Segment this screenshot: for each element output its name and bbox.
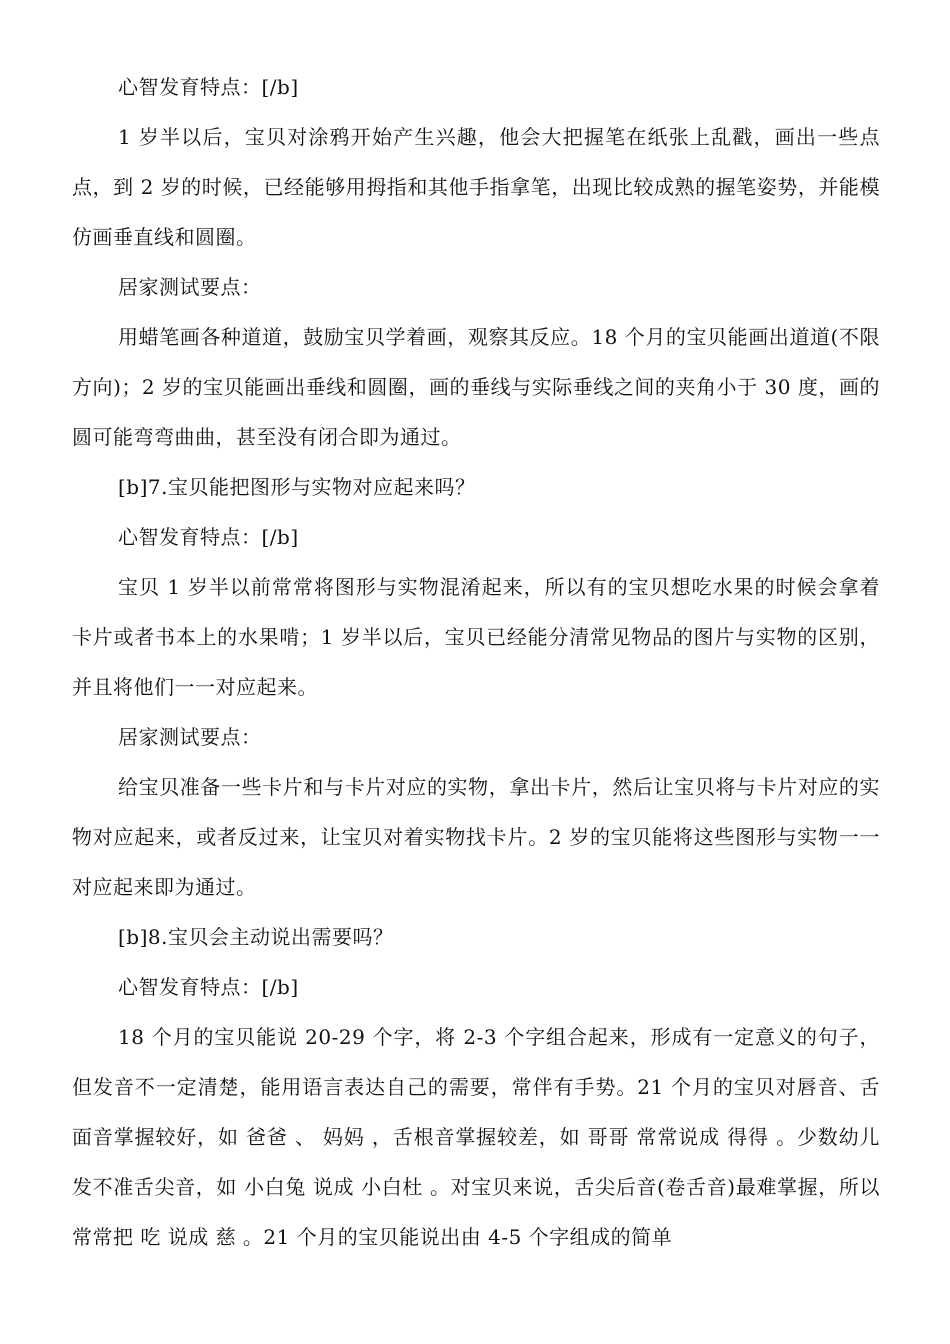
- paragraph-matching-traits: 宝贝 1 岁半以前常常将图形与实物混淆起来，所以有的宝贝想吃水果的时候会拿着卡片或者书本上的水果啃；1 岁半以后，宝贝已经能分清常见物品的图片与实物的区别，并且将他们一一对应起来。: [72, 575, 880, 699]
- paragraph-speech-traits: 18 个月的宝贝能说 20-29 个字，将 2-3 个字组合起来，形成有一定意义的句子，但发音不一定清楚，能用语言表达自己的需要，常伴有手势。21 个月的宝贝对唇音、舌面音掌握较好，如 爸爸 、 妈妈 ，舌根音掌握较差，如 哥哥 常常说成 得得 。少数幼儿发不准舌尖音，如 小白兔 说成 小白杜 。对宝贝来说，舌尖后音(卷舌音)最难掌握，所以常常把 吃 说成 慈 。21 个月的宝贝能说出由 4-5 个字组成的简单: [72, 1025, 880, 1249]
- paragraph-drawing-traits: 1 岁半以后，宝贝对涂鸦开始产生兴趣，他会大把握笔在纸张上乱戳，画出一些点点，到 2 岁的时候，已经能够用拇指和其他手指拿笔，出现比较成熟的握笔姿势，并能模仿画垂直线和圆圈。: [72, 125, 880, 249]
- document-body: [72, 62, 880, 1262]
- section-heading-home-test: 居家测试要点：: [118, 725, 262, 749]
- paragraph-drawing-test: 用蜡笔画各种道道，鼓励宝贝学着画，观察其反应。18 个月的宝贝能画出道道(不限方向)；2 岁的宝贝能画出垂线和圆圈，画的垂线与实际垂线之间的夹角小于 30 度，画的圆可能弯弯曲曲，甚至没有闭合即为通过。: [72, 325, 880, 449]
- paragraph-matching-test: 给宝贝准备一些卡片和与卡片对应的实物，拿出卡片，然后让宝贝将与卡片对应的实物对应起来，或者反过来，让宝贝对着实物找卡片。2 岁的宝贝能将这些图形与实物一一对应起来即为通过。: [72, 775, 880, 899]
- section-heading-traits: 心智发育特点：[/b]: [118, 75, 299, 99]
- question-heading-7: [b]7.宝贝能把图形与实物对应起来吗？: [118, 475, 476, 499]
- section-heading-traits: 心智发育特点：[/b]: [118, 525, 299, 549]
- section-heading-traits: 心智发育特点：[/b]: [118, 975, 299, 999]
- question-heading-8: [b]8.宝贝会主动说出需要吗？: [118, 925, 394, 949]
- section-heading-home-test: 居家测试要点：: [118, 275, 262, 299]
